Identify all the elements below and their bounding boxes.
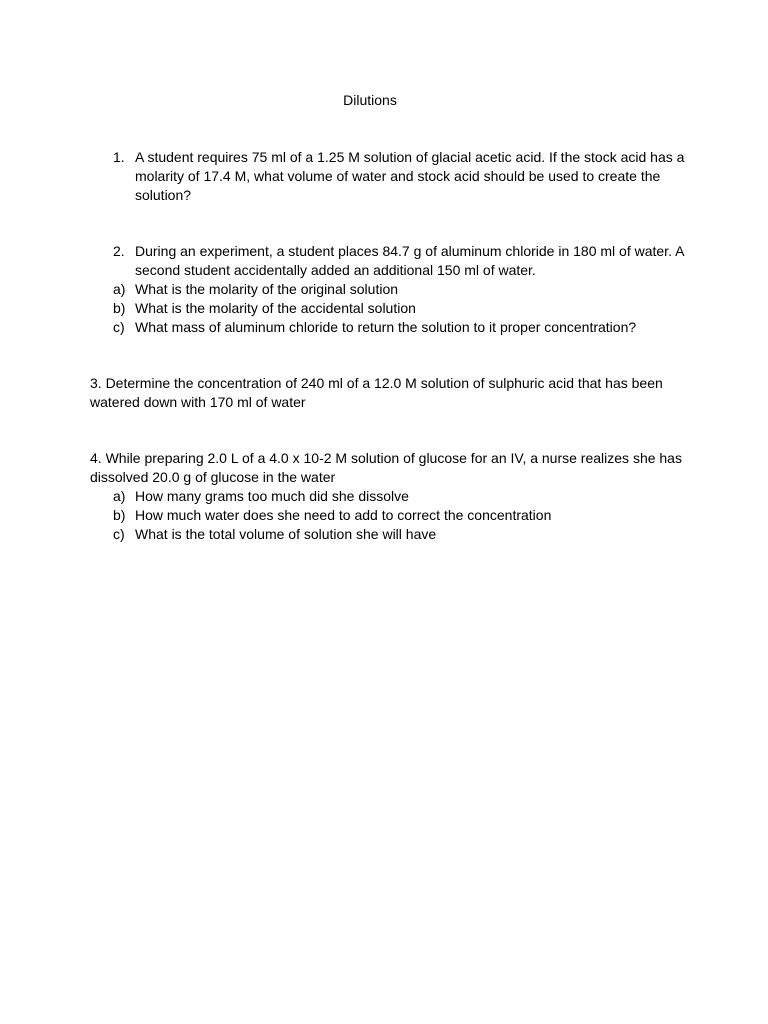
question-2-part-a — [113, 280, 693, 299]
question-2-part-c — [113, 318, 693, 337]
part-marker: a) — [113, 281, 126, 297]
question-2-number: 2. — [113, 243, 125, 259]
part-text: What is the total volume of solution she will have — [135, 526, 437, 542]
question-2 — [113, 242, 693, 282]
part-marker: b) — [113, 507, 126, 523]
question-2-text: During an experiment, a student places 84.7 g of aluminum chloride in 180 ml of water. A second student accidentally added an additional 150 ml of water. — [135, 243, 684, 278]
question-4-part-a — [113, 487, 693, 506]
part-text: What is the molarity of the original solution — [135, 281, 399, 297]
question-1-text: A student requires 75 ml of a 1.25 M solution of glacial acetic acid. If the stock acid has a molarity of 17.4 M, what volume of water and stock acid should be used to create the solution? — [135, 149, 685, 203]
question-1 — [113, 148, 693, 208]
question-4-part-c — [113, 525, 693, 544]
part-text: What mass of aluminum chloride to return the solution to it proper concentration? — [135, 319, 637, 335]
question-4-part-b — [113, 506, 693, 525]
page-title: Dilutions — [343, 92, 397, 108]
question-1-number: 1. — [113, 149, 125, 165]
part-text: How much water does she need to add to correct the concentration — [135, 507, 552, 523]
part-marker: a) — [113, 488, 126, 504]
question-3: 3. Determine the concentration of 240 ml of a 12.0 M solution of sulphuric acid that has been watered down with 170 ml of water — [90, 375, 663, 410]
part-text: How many grams too much did she dissolve — [135, 488, 409, 504]
question-2-part-b — [113, 299, 693, 318]
part-marker: b) — [113, 300, 126, 316]
part-marker: c) — [113, 526, 125, 542]
question-4: 4. While preparing 2.0 L of a 4.0 x 10-2 M solution of glucose for an IV, a nurse realizes she has dissolved 20.0 g of glucose in the water — [90, 450, 682, 485]
part-text: What is the molarity of the accidental solution — [135, 300, 416, 316]
part-marker: c) — [113, 319, 125, 335]
